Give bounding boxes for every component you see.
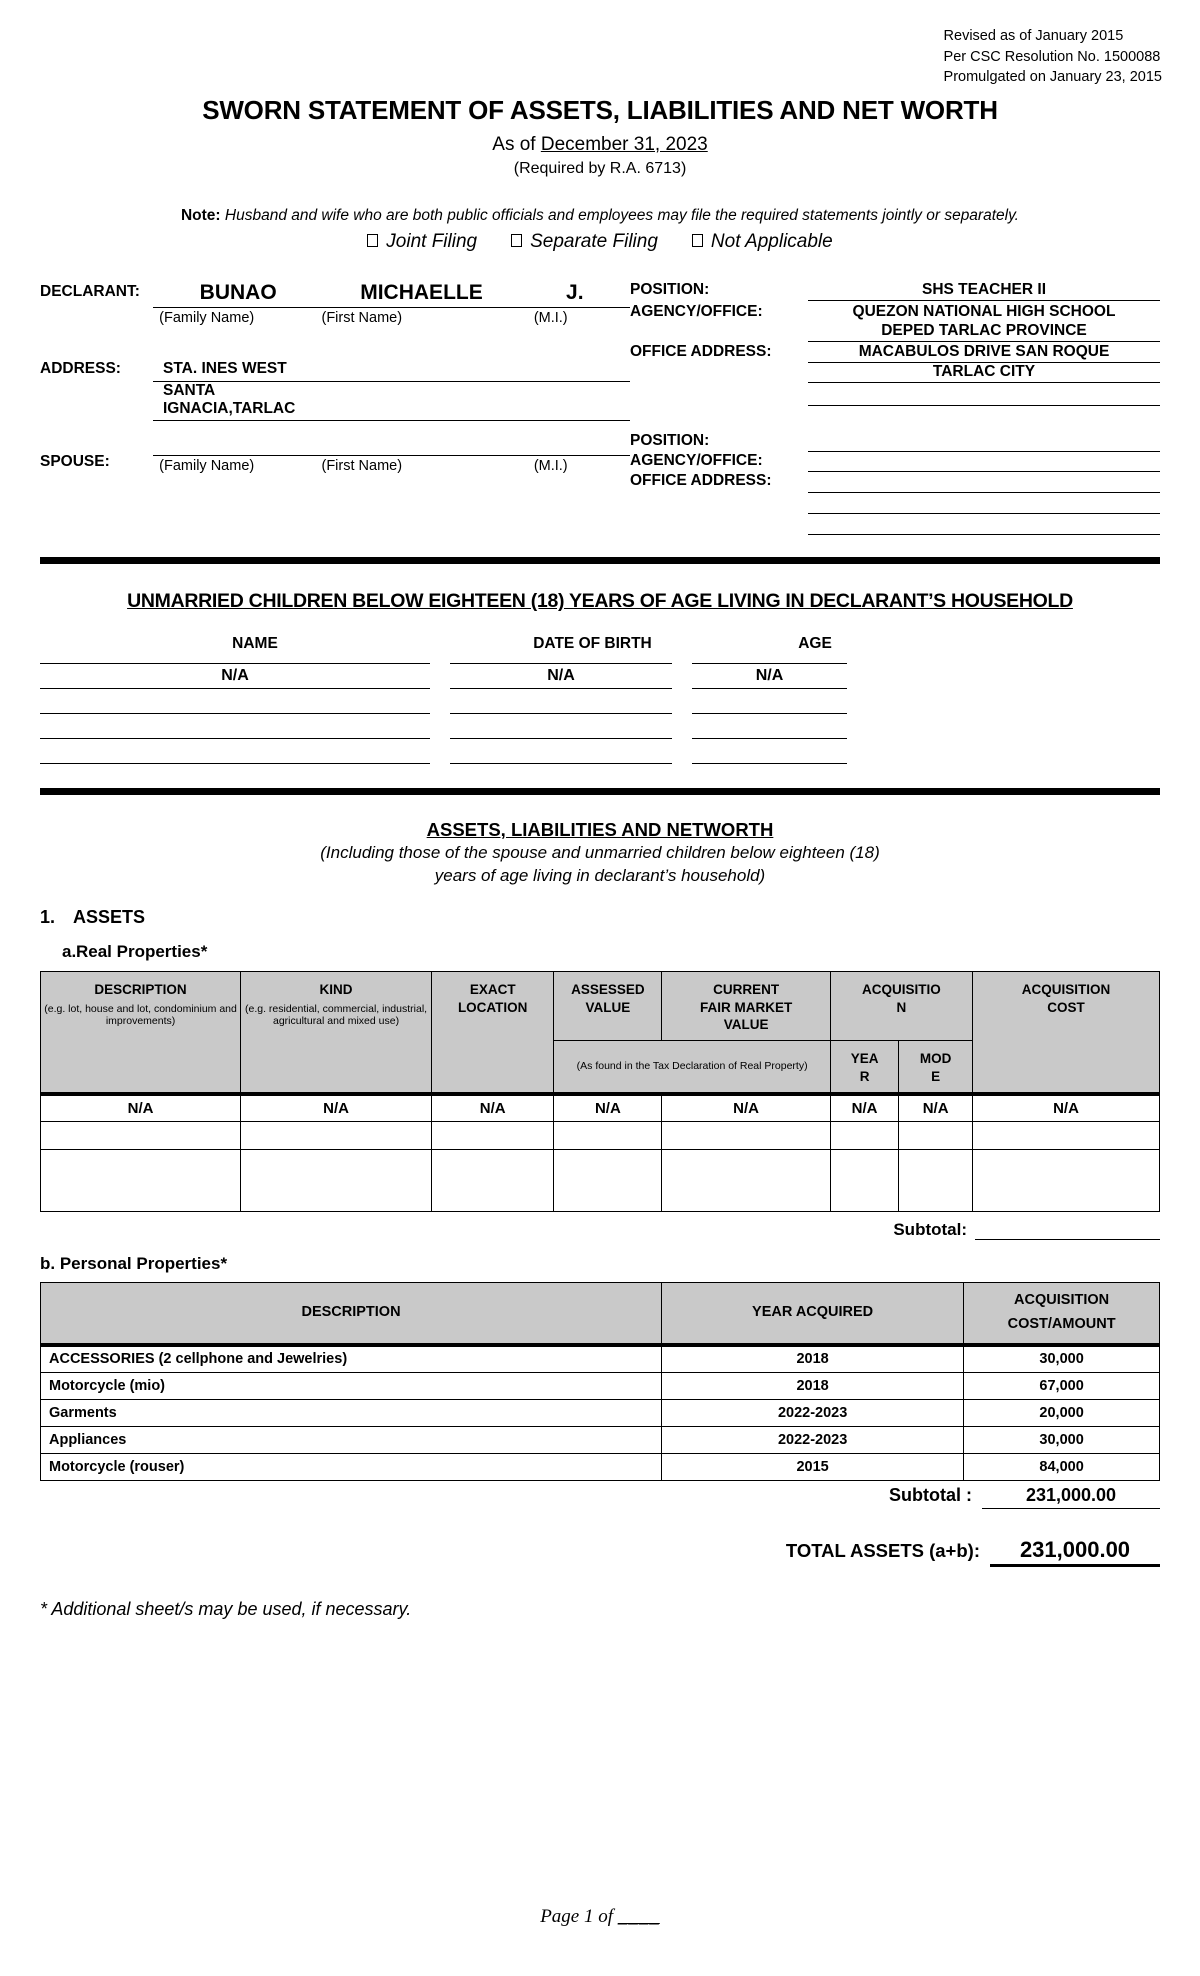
agency-value-line-1[interactable]: QUEZON NATIONAL HIGH SCHOOL bbox=[852, 302, 1116, 320]
caption-family-name: (Family Name) bbox=[159, 309, 255, 326]
declarant-right-column bbox=[630, 281, 1160, 536]
rp-col-assessed-line-2: VALUE bbox=[585, 999, 631, 1015]
pp-cell-year[interactable]: 2015 bbox=[662, 1453, 964, 1480]
table-row bbox=[41, 1453, 1160, 1480]
position-row bbox=[630, 281, 1160, 301]
rp-cell-mode[interactable] bbox=[899, 1150, 973, 1212]
section-separator-bottom bbox=[40, 788, 1160, 795]
children-dob-value: N/A bbox=[547, 667, 575, 685]
rp-cell-fair-market[interactable] bbox=[662, 1122, 831, 1150]
agency-value-wrap bbox=[808, 303, 1160, 342]
children-dob-value bbox=[450, 739, 672, 763]
children-age-value bbox=[692, 714, 847, 738]
rp-col-fmv-line-1: CURRENT bbox=[713, 981, 780, 997]
rp-cell-description[interactable] bbox=[41, 1122, 241, 1150]
rp-col-kind bbox=[241, 971, 432, 1094]
rp-col-mode bbox=[899, 1041, 973, 1094]
spouse-office-address-blank-1[interactable] bbox=[808, 493, 1160, 514]
revision-line-3: Promulgated on January 23, 2015 bbox=[943, 69, 1162, 86]
rp-col-kind-sub: (e.g. residential, commercial, industrial, agricultural and mixed use) bbox=[245, 1002, 428, 1028]
pp-col-year-acquired: YEAR ACQUIRED bbox=[662, 1283, 964, 1345]
personal-properties-heading: b. Personal Properties* bbox=[40, 1254, 228, 1274]
rp-col-fmv-line-2: FAIR MARKET bbox=[699, 999, 793, 1015]
filing-option-not-applicable[interactable] bbox=[692, 231, 833, 253]
rp-col-year-line-1: YEA bbox=[850, 1051, 879, 1067]
declarant-name-row bbox=[40, 281, 630, 326]
rp-cell-year[interactable] bbox=[830, 1122, 898, 1150]
rp-col-mode-line-1: MOD bbox=[919, 1051, 952, 1067]
children-name-value bbox=[40, 739, 430, 763]
pp-cell-description[interactable]: Motorcycle (rouser) bbox=[41, 1453, 662, 1480]
rp-cell-year[interactable]: N/A bbox=[830, 1094, 898, 1122]
children-age-cell[interactable] bbox=[692, 714, 847, 739]
declarant-section bbox=[0, 281, 1200, 536]
caption-middle-initial: (M.I.) bbox=[533, 309, 568, 326]
children-dob-value bbox=[450, 689, 672, 713]
spouse-name-captions bbox=[153, 456, 630, 474]
rp-col-fmv-line-3: VALUE bbox=[723, 1017, 769, 1033]
declarant-family-name[interactable]: BUNAO bbox=[199, 280, 277, 304]
pp-cell-amount[interactable]: 30,000 bbox=[964, 1345, 1160, 1372]
page-footer bbox=[0, 1906, 1200, 1928]
real-properties-subtotal-row bbox=[0, 1220, 1200, 1240]
real-properties-subtotal-value[interactable] bbox=[975, 1221, 1160, 1240]
children-rows bbox=[0, 663, 1200, 764]
table-header-row bbox=[41, 1283, 1160, 1345]
pp-col-acq-cost-line-2: COST/AMOUNT bbox=[1007, 1316, 1116, 1333]
position-rule bbox=[808, 300, 1160, 301]
rp-col-acquisition-line-2: N bbox=[896, 999, 907, 1015]
section-separator-top bbox=[40, 557, 1160, 564]
personal-properties-table bbox=[40, 1282, 1160, 1480]
spouse-position-value[interactable] bbox=[808, 432, 1160, 451]
rp-cell-cost[interactable] bbox=[973, 1122, 1160, 1150]
spouse-caption-mi: (M.I.) bbox=[533, 457, 568, 474]
list-item bbox=[40, 714, 1160, 739]
pp-cell-description[interactable]: Appliances bbox=[41, 1426, 662, 1453]
aln-subtitle-line-2: years of age living in declarant’s household) bbox=[434, 865, 766, 885]
rp-col-assessed-line-1: ASSESSED bbox=[571, 981, 645, 997]
rp-cell-location[interactable]: N/A bbox=[431, 1094, 553, 1122]
spouse-caption-first: (First Name) bbox=[321, 457, 403, 474]
office-address-rule-3 bbox=[808, 405, 1160, 406]
spouse-office-address-label: OFFICE ADDRESS: bbox=[630, 472, 772, 490]
total-assets-label: TOTAL ASSETS (a+b): bbox=[785, 1539, 980, 1561]
personal-properties-subtotal-row bbox=[0, 1485, 1200, 1509]
rp-cell-kind[interactable] bbox=[241, 1150, 432, 1212]
rp-col-description-label: DESCRIPTION bbox=[94, 981, 187, 997]
real-properties-title: Real Properties* bbox=[76, 941, 208, 961]
note-text bbox=[78, 207, 1122, 225]
aln-title: ASSETS, LIABILITIES AND NETWORTH bbox=[426, 819, 774, 841]
pp-cell-description[interactable]: Garments bbox=[41, 1399, 662, 1426]
rp-col-acquisition-line-1: ACQUISITIO bbox=[862, 981, 941, 997]
pp-cell-amount[interactable]: 84,000 bbox=[964, 1453, 1160, 1480]
declarant-name-captions bbox=[153, 308, 630, 326]
real-properties-table-wrap bbox=[0, 971, 1200, 1213]
spouse-office-address-value[interactable] bbox=[808, 472, 1160, 493]
as-of-line bbox=[0, 134, 1200, 156]
children-age-cell[interactable] bbox=[692, 739, 847, 764]
children-col-dob: DATE OF BIRTH bbox=[533, 635, 652, 653]
rp-cell-mode[interactable]: N/A bbox=[899, 1094, 973, 1122]
total-assets-value[interactable]: 231,000.00 bbox=[990, 1537, 1160, 1567]
pp-cell-amount[interactable]: 67,000 bbox=[964, 1372, 1160, 1399]
filing-option-separate[interactable] bbox=[511, 231, 658, 253]
children-age-value bbox=[692, 689, 847, 713]
spouse-agency-value[interactable] bbox=[808, 452, 1160, 471]
real-properties-letter: a. bbox=[62, 941, 77, 961]
office-address-row bbox=[630, 343, 1160, 406]
pp-col-acquisition-cost bbox=[964, 1283, 1160, 1345]
position-label: POSITION: bbox=[630, 280, 710, 298]
agency-rule bbox=[808, 341, 1160, 342]
pp-cell-year[interactable]: 2018 bbox=[662, 1345, 964, 1372]
rp-col-fair-market-value bbox=[662, 971, 831, 1040]
rp-cell-location[interactable] bbox=[431, 1122, 553, 1150]
children-name-cell[interactable] bbox=[40, 663, 430, 689]
children-dob-cell[interactable] bbox=[450, 663, 672, 689]
spouse-office-address-blank-2[interactable] bbox=[808, 514, 1160, 535]
declarant-name-fields bbox=[153, 281, 630, 326]
pp-cell-year[interactable]: 2022-2023 bbox=[662, 1399, 964, 1426]
declarant-left-column bbox=[40, 281, 630, 536]
personal-properties-table-wrap bbox=[0, 1282, 1200, 1480]
rp-cell-cost[interactable]: N/A bbox=[973, 1094, 1160, 1122]
rp-cell-assessed[interactable] bbox=[554, 1122, 662, 1150]
spouse-name-fields bbox=[153, 453, 630, 474]
real-properties-table bbox=[40, 971, 1160, 1213]
pp-cell-amount[interactable]: 20,000 bbox=[964, 1399, 1160, 1426]
children-age-cell[interactable] bbox=[692, 689, 847, 714]
real-properties-subtotal-label: Subtotal: bbox=[893, 1220, 967, 1240]
children-age-value bbox=[692, 739, 847, 763]
spouse-label: SPOUSE: bbox=[40, 452, 110, 470]
required-by-label: (Required by R.A. 6713) bbox=[513, 159, 687, 177]
pp-cell-year[interactable]: 2018 bbox=[662, 1372, 964, 1399]
revision-line-1: Revised as of January 2015 bbox=[943, 28, 1124, 44]
children-dob-cell[interactable] bbox=[450, 714, 672, 739]
rp-cell-year[interactable] bbox=[830, 1150, 898, 1212]
rp-cell-cost[interactable] bbox=[973, 1150, 1160, 1212]
assets-section-title: ASSETS bbox=[73, 906, 146, 927]
caption-first-name: (First Name) bbox=[321, 309, 403, 326]
note-body: Husband and wife who are both public officials and employees may file the required statements jointly or separately. bbox=[220, 206, 1019, 224]
page-footer-prefix: Page 1 of bbox=[540, 1906, 618, 1927]
rp-col-description bbox=[41, 971, 241, 1094]
spouse-office-address-value-wrap bbox=[808, 472, 1160, 535]
checkbox-icon[interactable] bbox=[511, 234, 522, 247]
spouse-position-row bbox=[630, 432, 1160, 452]
children-age-value: N/A bbox=[755, 667, 784, 685]
agency-label: AGENCY/OFFICE: bbox=[630, 302, 763, 320]
spouse-position-value-wrap bbox=[808, 432, 1160, 452]
office-address-line-1[interactable]: MACABULOS DRIVE SAN ROQUE bbox=[858, 342, 1110, 360]
total-assets-row bbox=[0, 1537, 1200, 1567]
revision-line-2: Per CSC Resolution No. 1500088 bbox=[943, 48, 1161, 65]
position-value-wrap bbox=[808, 281, 1160, 301]
declarant-first-name[interactable]: MICHAELLE bbox=[360, 280, 483, 304]
rp-col-acquisition bbox=[830, 971, 972, 1040]
list-item bbox=[40, 663, 1160, 689]
children-name-value: N/A bbox=[221, 667, 249, 685]
children-name-cell[interactable] bbox=[40, 689, 430, 714]
pp-cell-amount[interactable]: 30,000 bbox=[964, 1426, 1160, 1453]
pp-cell-year[interactable]: 2022-2023 bbox=[662, 1426, 964, 1453]
rp-col-acq-cost-line-1: ACQUISITION bbox=[1021, 981, 1111, 997]
filing-option-separate-label: Separate Filing bbox=[530, 230, 658, 252]
personal-properties-subtotal-label: Subtotal : bbox=[889, 1484, 972, 1505]
children-col-age: AGE bbox=[798, 635, 832, 653]
aln-heading-block bbox=[0, 819, 1200, 886]
filing-options bbox=[78, 231, 1122, 253]
rp-col-acquisition-cost bbox=[973, 971, 1160, 1094]
filing-option-na-label: Not Applicable bbox=[710, 230, 833, 252]
children-dob-value bbox=[450, 714, 672, 738]
children-name-cell[interactable] bbox=[40, 739, 430, 764]
list-item bbox=[40, 739, 1160, 764]
filing-option-joint[interactable] bbox=[367, 231, 477, 253]
assets-section-heading bbox=[0, 907, 1200, 928]
spouse-office-address-row bbox=[630, 472, 1160, 535]
note-label: Note: bbox=[180, 206, 221, 224]
office-address-label: OFFICE ADDRESS: bbox=[630, 342, 772, 360]
rp-col-year bbox=[830, 1041, 898, 1094]
rp-col-acq-cost-line-2: COST bbox=[1047, 999, 1085, 1015]
rp-cell-assessed[interactable] bbox=[554, 1150, 662, 1212]
children-dob-cell[interactable] bbox=[450, 739, 672, 764]
address-line-2[interactable]: SANTA IGNACIA,TARLAC bbox=[163, 381, 296, 417]
checkbox-icon[interactable] bbox=[367, 234, 378, 247]
page-footer-blank[interactable]: ____ bbox=[617, 1906, 660, 1927]
table-header-row bbox=[41, 971, 1160, 1040]
rp-cell-location[interactable] bbox=[431, 1150, 553, 1212]
declarant-name-values bbox=[153, 281, 630, 307]
rp-cell-kind[interactable] bbox=[241, 1122, 432, 1150]
declarant-label: DECLARANT: bbox=[40, 282, 140, 300]
position-value[interactable]: SHS TEACHER II bbox=[921, 280, 1046, 298]
revision-block bbox=[944, 26, 1162, 88]
agency-row bbox=[630, 303, 1160, 342]
footnote-text: * Additional sheet/s may be used, if necessary. bbox=[40, 1598, 412, 1619]
rp-cell-fair-market[interactable]: N/A bbox=[662, 1094, 831, 1122]
spouse-agency-row bbox=[630, 452, 1160, 472]
spouse-name-row bbox=[40, 453, 630, 474]
spouse-position-label: POSITION: bbox=[630, 432, 710, 450]
rp-col-kind-label: KIND bbox=[319, 981, 353, 997]
pp-col-acq-cost-line-1: ACQUISITION bbox=[1014, 1292, 1110, 1309]
table-row bbox=[41, 1150, 1160, 1212]
declarant-address-row bbox=[40, 360, 630, 421]
filing-option-joint-label: Joint Filing bbox=[386, 230, 478, 252]
list-item bbox=[40, 689, 1160, 714]
as-of-date: December 31, 2023 bbox=[540, 133, 708, 155]
children-name-cell[interactable] bbox=[40, 714, 430, 739]
office-address-value-wrap bbox=[808, 343, 1160, 406]
spouse-agency-value-wrap bbox=[808, 452, 1160, 472]
children-name-value bbox=[40, 714, 430, 738]
aln-subtitle-line-1: (Including those of the spouse and unmarried children below eighteen (18) bbox=[320, 843, 880, 863]
office-address-line-2[interactable]: TARLAC CITY bbox=[932, 363, 1036, 381]
rp-col-description-sub: (e.g. lot, house and lot, condominium and improvements) bbox=[44, 1002, 237, 1028]
address-fields bbox=[153, 360, 630, 421]
address-line-1[interactable]: STA. INES WEST bbox=[163, 359, 287, 377]
rp-col-year-line-2: R bbox=[859, 1068, 870, 1084]
table-row bbox=[41, 1399, 1160, 1426]
real-properties-heading bbox=[0, 942, 1200, 962]
children-name-value bbox=[40, 689, 430, 713]
personal-properties-subtotal-value[interactable]: 231,000.00 bbox=[982, 1485, 1160, 1509]
rp-col-exact-location bbox=[431, 971, 553, 1094]
rp-cell-assessed[interactable]: N/A bbox=[554, 1094, 662, 1122]
note-block bbox=[0, 207, 1200, 253]
checkbox-icon[interactable] bbox=[692, 234, 703, 247]
as-of-prefix: As of bbox=[492, 133, 541, 155]
pp-col-description: DESCRIPTION bbox=[41, 1283, 662, 1345]
rp-col-location-line-2: LOCATION bbox=[457, 999, 528, 1015]
children-section-heading: UNMARRIED CHILDREN BELOW EIGHTEEN (18) YEARS OF AGE LIVING IN DECLARANT’S HOUSEHOLD bbox=[127, 590, 1073, 613]
rp-cell-kind[interactable]: N/A bbox=[241, 1094, 432, 1122]
agency-value-line-2[interactable]: DEPED TARLAC PROVINCE bbox=[881, 321, 1087, 339]
page-title: SWORN STATEMENT OF ASSETS, LIABILITIES AND NET WORTH bbox=[202, 95, 998, 125]
table-row bbox=[41, 1094, 1160, 1122]
rp-col-location-line-1: EXACT bbox=[469, 981, 516, 997]
rp-col-mode-line-2: E bbox=[931, 1068, 941, 1084]
rp-col-assessed-value bbox=[554, 971, 662, 1040]
rp-cell-mode[interactable] bbox=[899, 1122, 973, 1150]
rp-cell-fair-market[interactable] bbox=[662, 1150, 831, 1212]
office-address-line-3[interactable] bbox=[808, 383, 1160, 405]
address-rule-2 bbox=[153, 420, 630, 421]
rp-cell-description[interactable]: N/A bbox=[41, 1094, 241, 1122]
spouse-caption-family: (Family Name) bbox=[159, 457, 255, 474]
spouse-agency-label: AGENCY/OFFICE: bbox=[630, 452, 763, 470]
declarant-middle-initial[interactable]: J. bbox=[566, 280, 584, 304]
table-row bbox=[41, 1426, 1160, 1453]
rp-cell-description[interactable] bbox=[41, 1150, 241, 1212]
children-age-cell[interactable] bbox=[692, 663, 847, 689]
rp-tax-declaration-note: (As found in the Tax Declaration of Real Property) bbox=[554, 1041, 830, 1094]
children-dob-cell[interactable] bbox=[450, 689, 672, 714]
table-row bbox=[41, 1122, 1160, 1150]
pp-cell-description[interactable]: Motorcycle (mio) bbox=[41, 1372, 662, 1399]
pp-cell-description[interactable]: ACCESSORIES (2 cellphone and Jewelries) bbox=[41, 1345, 662, 1372]
table-row bbox=[41, 1345, 1160, 1372]
table-row bbox=[41, 1372, 1160, 1399]
children-col-name: NAME bbox=[232, 635, 278, 653]
assets-section-number: 1. bbox=[40, 906, 56, 927]
address-label: ADDRESS: bbox=[40, 359, 121, 377]
children-column-headers bbox=[0, 635, 1200, 653]
